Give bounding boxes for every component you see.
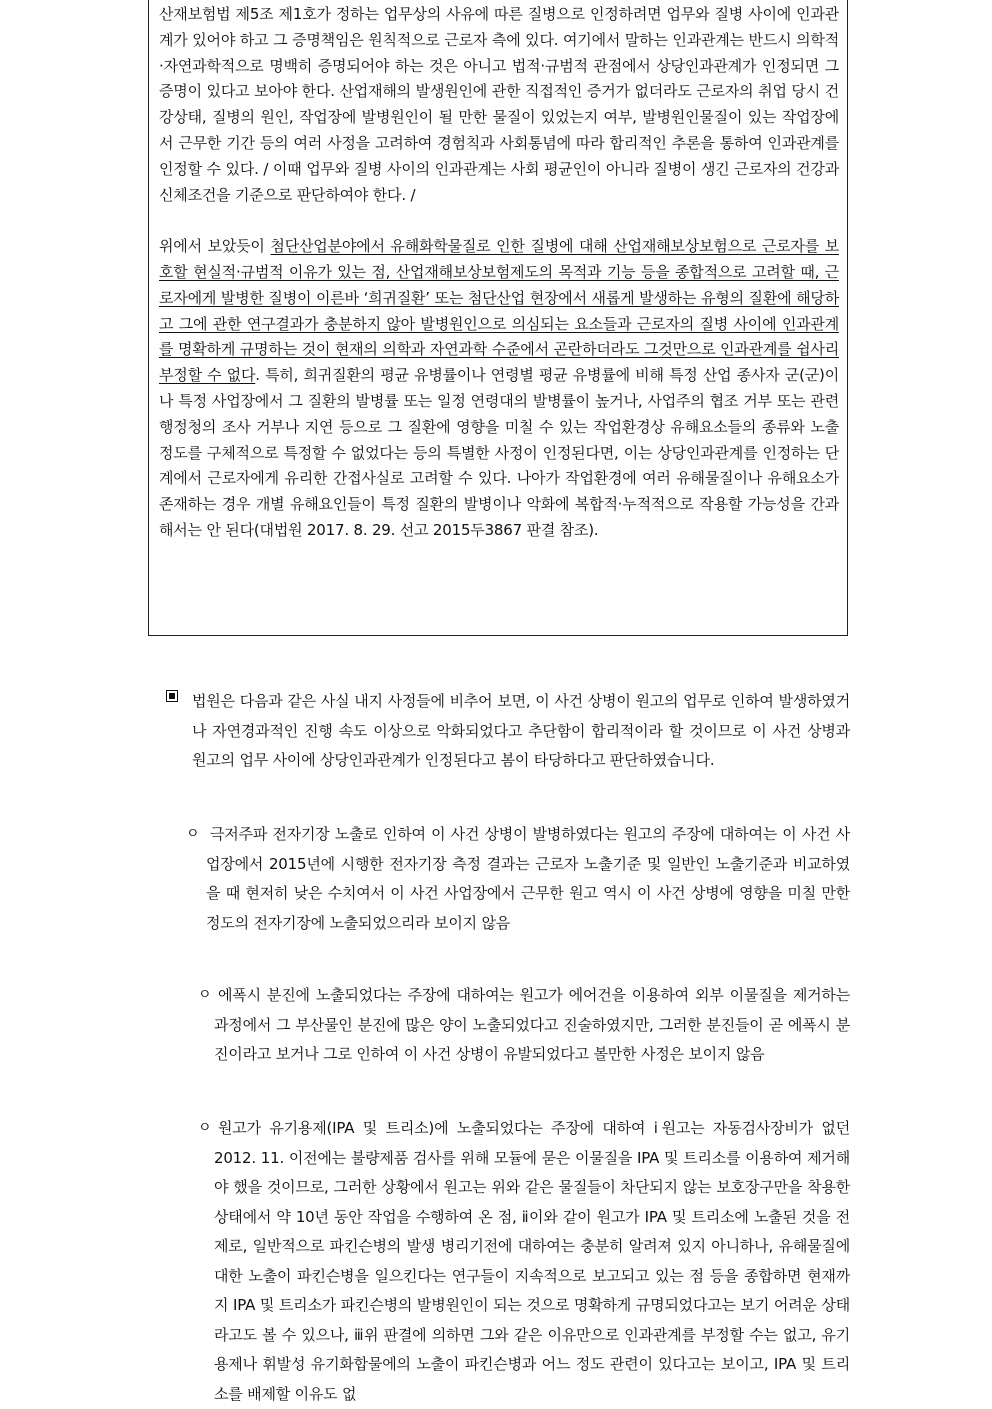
sub-point-text — [214, 1114, 850, 1409]
excerpt-paragraph-2-rest: . 특히, 희귀질환의 평균 유병률이나 연령별 평균 유병률에 비해 특정 산업 종사자 군(군)이나 특정 사업장에서 그 질환의 발병률 또는 일정 연령대의 발병률이 높거나, 사업주의 협조 거부 또는 관련 행정청의 조사 거부나 지연 등으로 그 질환에 영향을 미칠 수 있는 작업환경상 유해요소들의 종류와 노출 정도를 구체적으로 특정할 수 없었다는 등의 특별한 사정이 인정된다면, 이는 상당인과관계를 인정하는 단계에서 근로자에게 유리한 간접사실로 고려할 수 있다. 나아가 작업환경에 여러 유해물질이나 유해요소가 존재하는 경우 개별 유해요인들이 특정 질환의 발병이나 악화에 복합적·누적적으로 작용할 가능성을 간과해서는 안 된다(대법원 2017. 8. 29. 선고 2015두3867 판결 참조). — [159, 366, 839, 539]
sub-point-2-text: 에폭시 분진에 노출되었다는 주장에 대하여는 원고가 에어건을 이용하여 외부 이물질을 제거하는 과정에서 그 부산물인 분진에 많은 양이 노출되었다고 진술하였지만, 그러한 분진들이 곧 에폭시 분진이라고 보거나 그로 인하여 이 사건 상병이 유발되었다고 볼만한 사정은 보이지 않음 — [214, 986, 850, 1063]
square-bullet-icon — [166, 690, 178, 702]
excerpt-paragraph-2 — [159, 234, 839, 544]
circle-bullet-icon: ㅇ — [198, 1120, 212, 1136]
sub-point-text — [206, 820, 850, 938]
circle-bullet-icon: ㅇ — [198, 987, 212, 1003]
sub-point-3-text: 원고가 유기용제(IPA 및 트리소)에 노출되었다는 주장에 대하여 ⅰ원고는 자동검사장비가 없던 2012. 11. 이전에는 불량제품 검사를 위해 모듈에 묻은 이물질을 IPA 및 트리소를 이용하여 제거해야 했을 것이므로, 그러한 상황에서 원고는 위와 같은 물질들이 차단되지 않는 보호장구만을 착용한 상태에서 약 10년 동안 작업을 수행하여 온 점, ⅱ이와 같이 원고가 IPA 및 트리소에 노출된 것을 전제로, 일반적으로 파킨슨병의 발생 병리기전에 대하여는 충분히 알려져 있지 아니하나, 유해물질에 대한 노출이 파킨슨병을 일으킨다는 연구들이 지속적으로 보고되고 있는 점 등을 종합하면 현재까지 IPA 및 트리소가 파킨슨병의 발병원인이 되는 것으로 명확하게 규명되었다고는 보기 어려운 상태라고도 볼 수 있으나, ⅲ위 판결에 의하면 그와 같은 이유만으로 인과관계를 부정할 수는 없고, 유기용제나 휘발성 유기화합물에의 노출이 파킨슨병과 어느 정도 관련이 있다고는 보이고, IPA 및 트리소를 배제할 이유도 없 — [214, 1119, 850, 1403]
main-point-text: 법원은 다음과 같은 사실 내지 사정들에 비추어 보면, 이 사건 상병이 원고의 업무로 인하여 발생하였거나 자연경과적인 진행 속도 이상으로 악화되었다고 추단함이 합리적이라 할 것이므로 이 사건 상병과 원고의 업무 사이에 상당인과관계가 인정된다고 봄이 타당하다고 판단하였습니다. — [192, 692, 850, 769]
excerpt-underlined-passage: 첨단산업분야에서 유해화학물질로 인한 질병에 대해 산업재해보상보험으로 근로자를 보호할 현실적·규범적 이유가 있는 점, 산업재해보상보험제도의 목적과 기능 등을 종합적으로 고려할 때, 근로자에게 발병한 질병이 이른바 ‘희귀질환’ 또는 첨단산업 현장에서 새롭게 발생하는 유형의 질환에 해당하고 그에 관한 연구결과가 충분하지 않아 발병원인으로 의심되는 요소들과 근로자의 질병 사이에 인과관계를 명확하게 규명하는 것이 현재의 의학과 자연과학 수준에서 곤란하더라도 그것만으로 인과관계를 쉽사리 부정할 수 없다 — [159, 237, 839, 385]
quoted-excerpt-box — [148, 0, 848, 636]
excerpt-paragraph-2-lead: 위에서 보았듯이 — [159, 237, 271, 256]
sub-point-1-text: 극저주파 전자기장 노출로 인하여 이 사건 상병이 발병하였다는 원고의 주장에 대하여는 이 사건 사업장에서 2015년에 시행한 전자기장 측정 결과는 근로자 노출기준 및 일반인 노출기준과 비교하였을 때 현저히 낮은 수치여서 이 사건 사업장에서 근무한 원고 역시 이 사건 상병에 영향을 미칠 만한 정도의 전자기장에 노출되었으리라 보이지 않음 — [206, 825, 850, 932]
excerpt-paragraph-1: 산재보험법 제5조 제1호가 정하는 업무상의 사유에 따른 질병으로 인정하려면 업무와 질병 사이에 인과관계가 있어야 하고 그 증명책임은 원칙적으로 근로자 측에 있다. 여기에서 말하는 인과관계는 반드시 의학적·자연과학적으로 명백히 증명되어야 하는 것은 아니고 법적·규범적 관점에서 상당인과관계가 인정되면 그 증명이 있다고 보아야 한다. 산업재해의 발생원인에 관한 직접적인 증거가 없더라도 근로자의 취업 당시 건강상태, 질병의 원인, 작업장에 발병원인이 될 만한 물질이 있었는지 여부, 발병원인물질이 있는 작업장에서 근무한 기간 등의 여러 사정을 고려하여 경험칙과 사회통념에 따라 합리적인 추론을 통하여 인과관계를 인정할 수 있다. / 이때 업무와 질병 사이의 인과관계는 사회 평균인이 아니라 질병이 생긴 근로자의 건강과 신체조건을 기준으로 판단하여야 한다. / — [159, 5, 839, 204]
circle-bullet-icon: ㅇ — [186, 826, 200, 842]
sub-point-text — [214, 981, 850, 1070]
